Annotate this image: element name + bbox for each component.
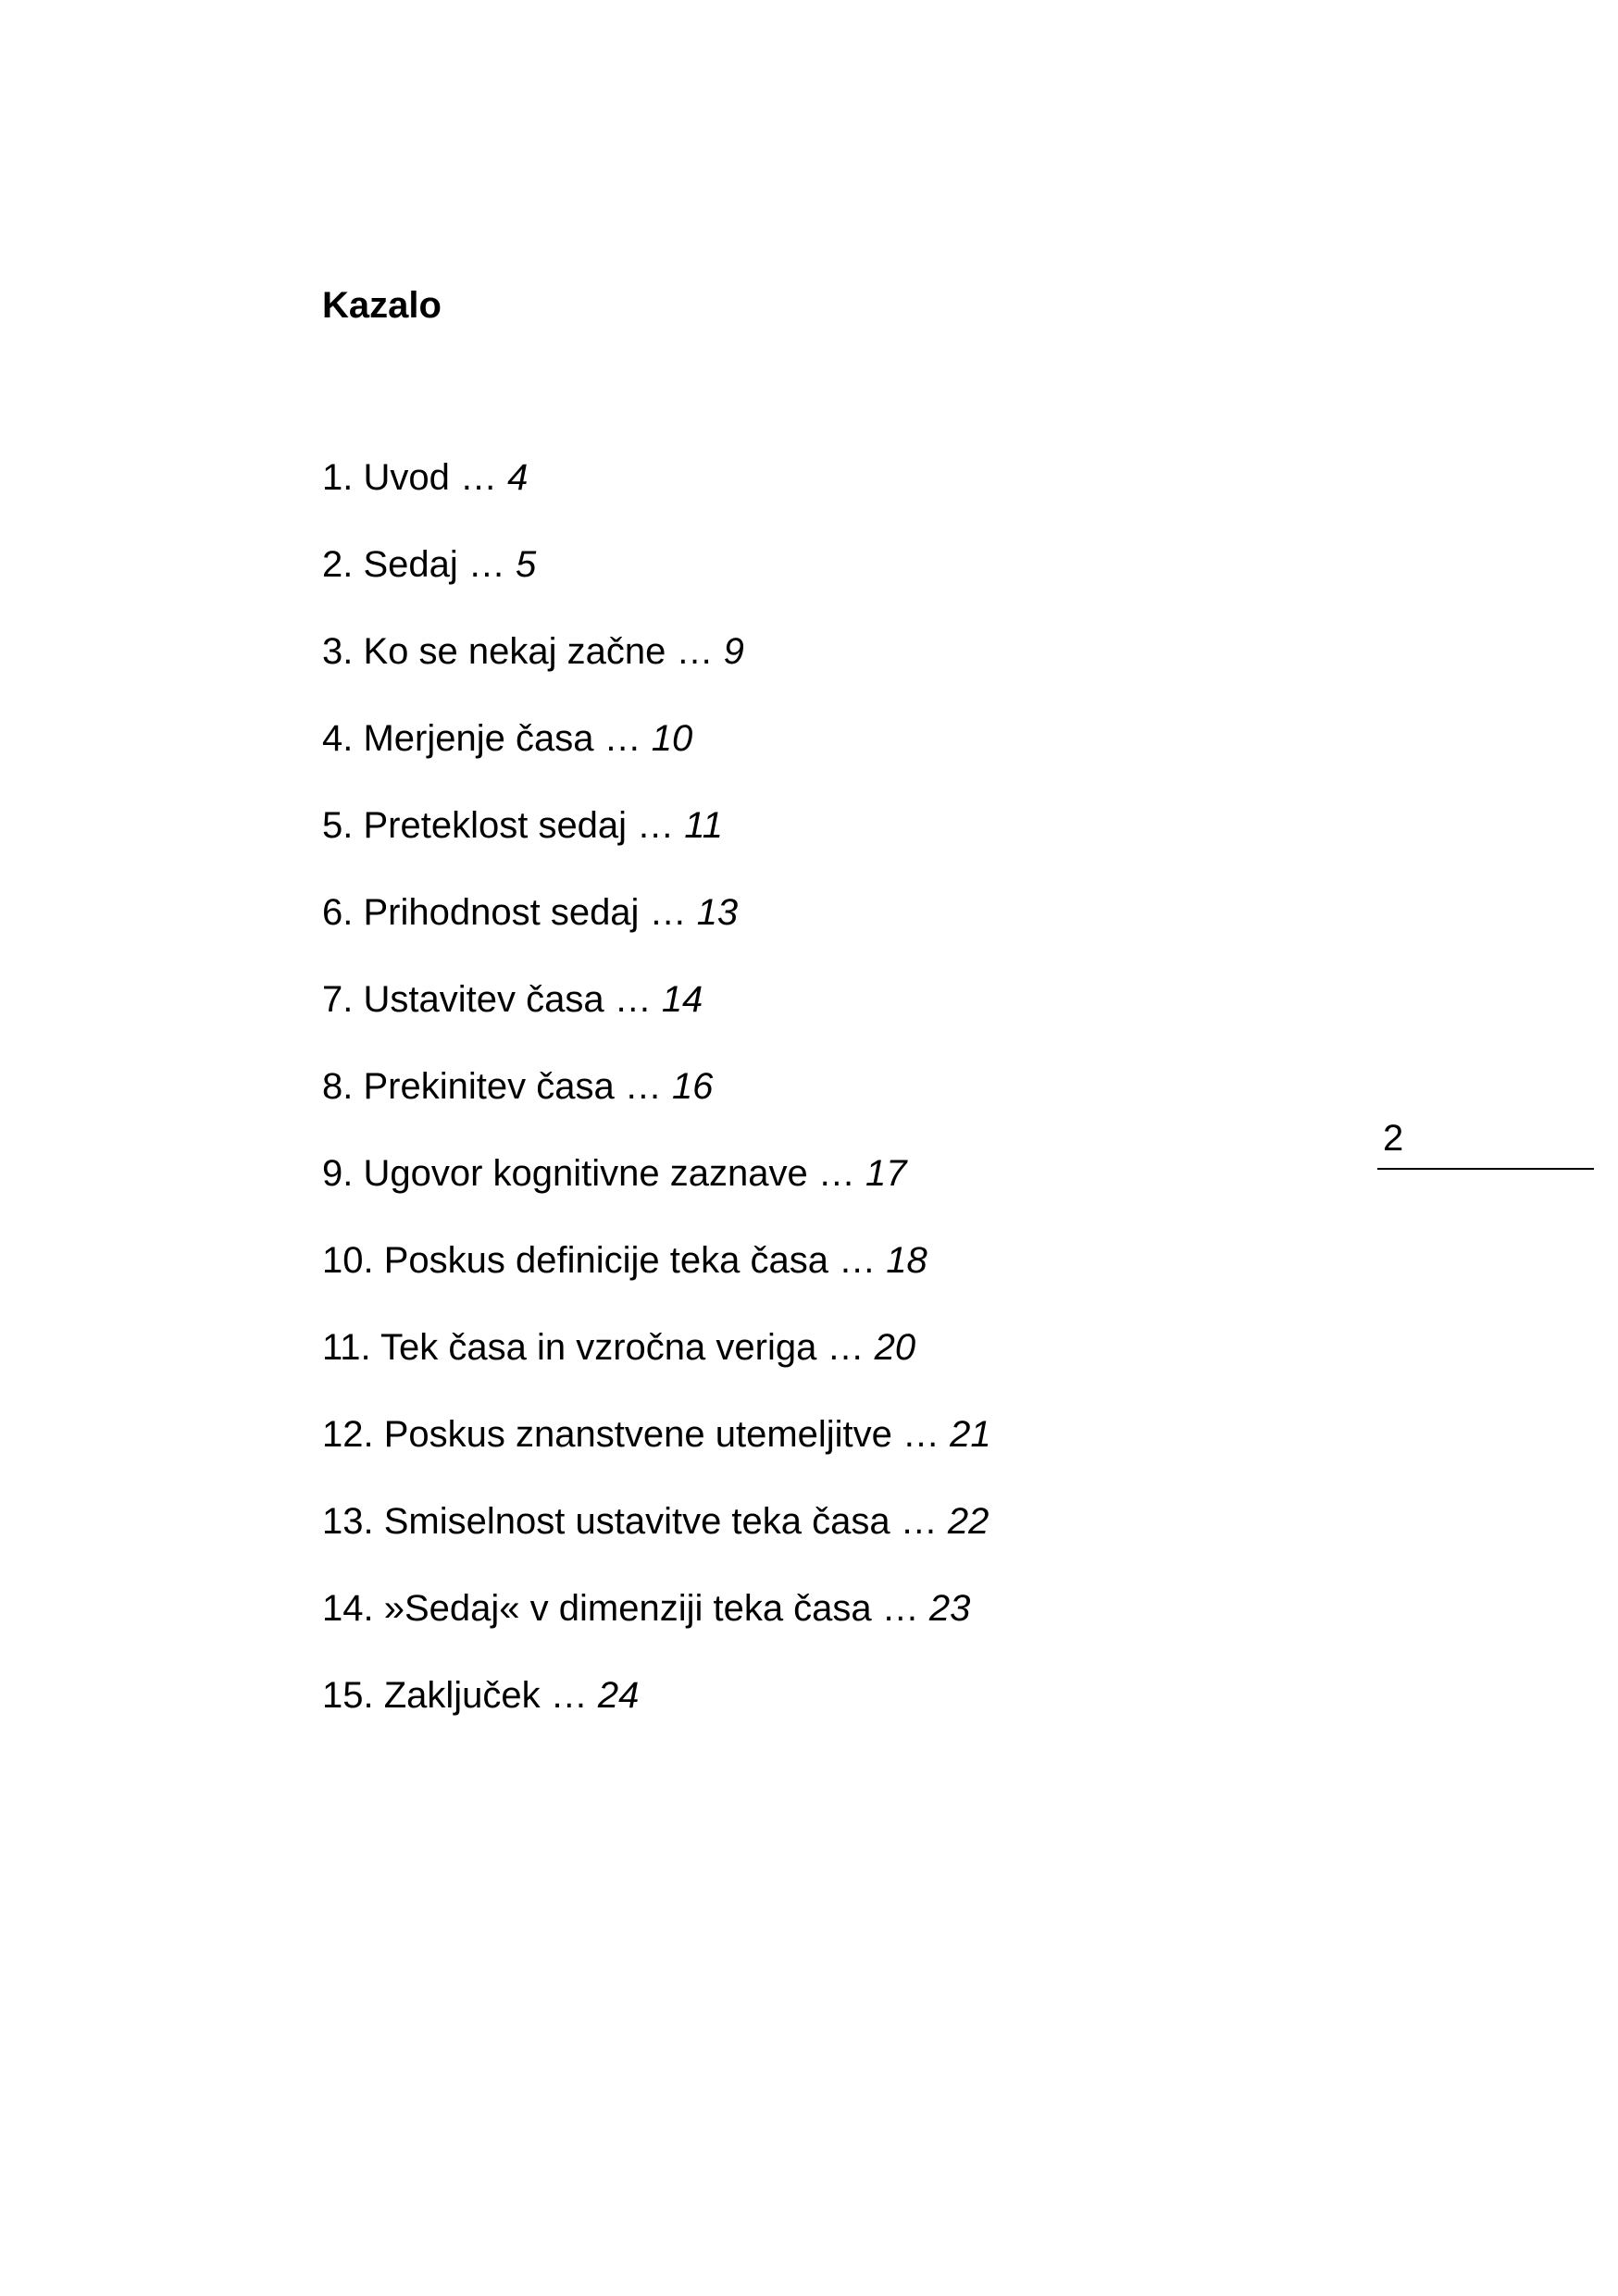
toc-item-page: 22	[947, 1501, 989, 1542]
toc-item-page: 17	[865, 1153, 907, 1194]
toc-item-page: 20	[874, 1327, 916, 1368]
toc-item-separator: …	[457, 544, 517, 585]
toc-item-page: 21	[950, 1414, 991, 1455]
toc-item-page: 24	[597, 1675, 640, 1716]
toc-item-label: 1. Uvod	[322, 457, 450, 498]
toc-item	[322, 1231, 991, 1318]
toc-item	[322, 883, 991, 970]
toc-item-page: 18	[886, 1240, 927, 1281]
toc-item	[322, 448, 991, 535]
toc-item-separator: …	[891, 1414, 951, 1455]
toc-item	[322, 1666, 991, 1753]
toc-item-page: 13	[696, 892, 739, 933]
toc-item-label: 6. Prihodnost sedaj	[322, 892, 640, 933]
toc-item-separator: …	[604, 979, 662, 1020]
toc-item-separator: …	[449, 457, 508, 498]
toc-item-separator: …	[540, 1675, 598, 1716]
toc-item-label: 4. Merjenje časa	[322, 718, 594, 759]
toc-item-separator: …	[666, 631, 724, 672]
toc-item-page: 16	[671, 1066, 714, 1107]
toc-item	[322, 796, 991, 883]
toc-item	[322, 970, 991, 1057]
toc-item-label: 12. Poskus znanstvene utemeljitve	[322, 1414, 892, 1455]
page-number-rule	[1377, 1168, 1594, 1170]
toc-item-label: 10. Poskus definicije teka časa	[322, 1240, 828, 1281]
toc-item-page: 10	[651, 718, 693, 759]
page-title: Kazalo	[322, 285, 442, 326]
toc-item-label: 7. Ustavitev časa	[322, 979, 604, 1020]
toc-item-page: 11	[684, 805, 723, 846]
toc-item-separator: …	[639, 892, 697, 933]
toc-item-label: 3. Ko se nekaj začne	[322, 631, 666, 672]
toc-item-label: 13. Smiselnost ustavitve teka časa	[322, 1501, 890, 1542]
toc-item-label: 14. »Sedaj« v dimenziji teka časa	[322, 1588, 872, 1629]
toc-item	[322, 1318, 991, 1405]
toc-item-label: 5. Preteklost sedaj	[322, 805, 628, 846]
toc-item-separator: …	[627, 805, 685, 846]
toc-item-separator: …	[890, 1501, 948, 1542]
toc-item	[322, 535, 991, 622]
toc-item-separator: …	[807, 1153, 865, 1194]
toc-item-label: 11. Tek časa in vzročna veriga	[322, 1327, 817, 1368]
toc-item-label: 15. Zaključek	[322, 1675, 541, 1716]
toc-item-separator: …	[871, 1588, 929, 1629]
page-number: 2	[1383, 1118, 1404, 1159]
toc-item	[322, 1405, 991, 1492]
toc-item	[322, 1579, 991, 1666]
toc-item	[322, 1492, 991, 1579]
toc-item-page: 14	[661, 979, 703, 1020]
toc-item-label: 8. Prekinitev časa	[322, 1066, 615, 1107]
toc-item-label: 9. Ugovor kognitivne zaznave	[322, 1153, 808, 1194]
toc-item-label: 2. Sedaj	[322, 544, 458, 585]
toc-item	[322, 1144, 991, 1231]
toc-item	[322, 622, 991, 709]
toc-item-page: 5	[516, 544, 537, 585]
toc-item-separator: …	[614, 1066, 672, 1107]
toc-item-page: 4	[507, 457, 529, 498]
toc-item-page: 9	[723, 631, 744, 672]
toc-item	[322, 709, 991, 796]
toc-item-separator: …	[593, 718, 652, 759]
toc-item	[322, 1057, 991, 1144]
table-of-contents	[322, 448, 991, 1753]
toc-item-page: 23	[928, 1588, 971, 1629]
toc-item-separator: …	[828, 1240, 887, 1281]
toc-item-separator: …	[816, 1327, 875, 1368]
